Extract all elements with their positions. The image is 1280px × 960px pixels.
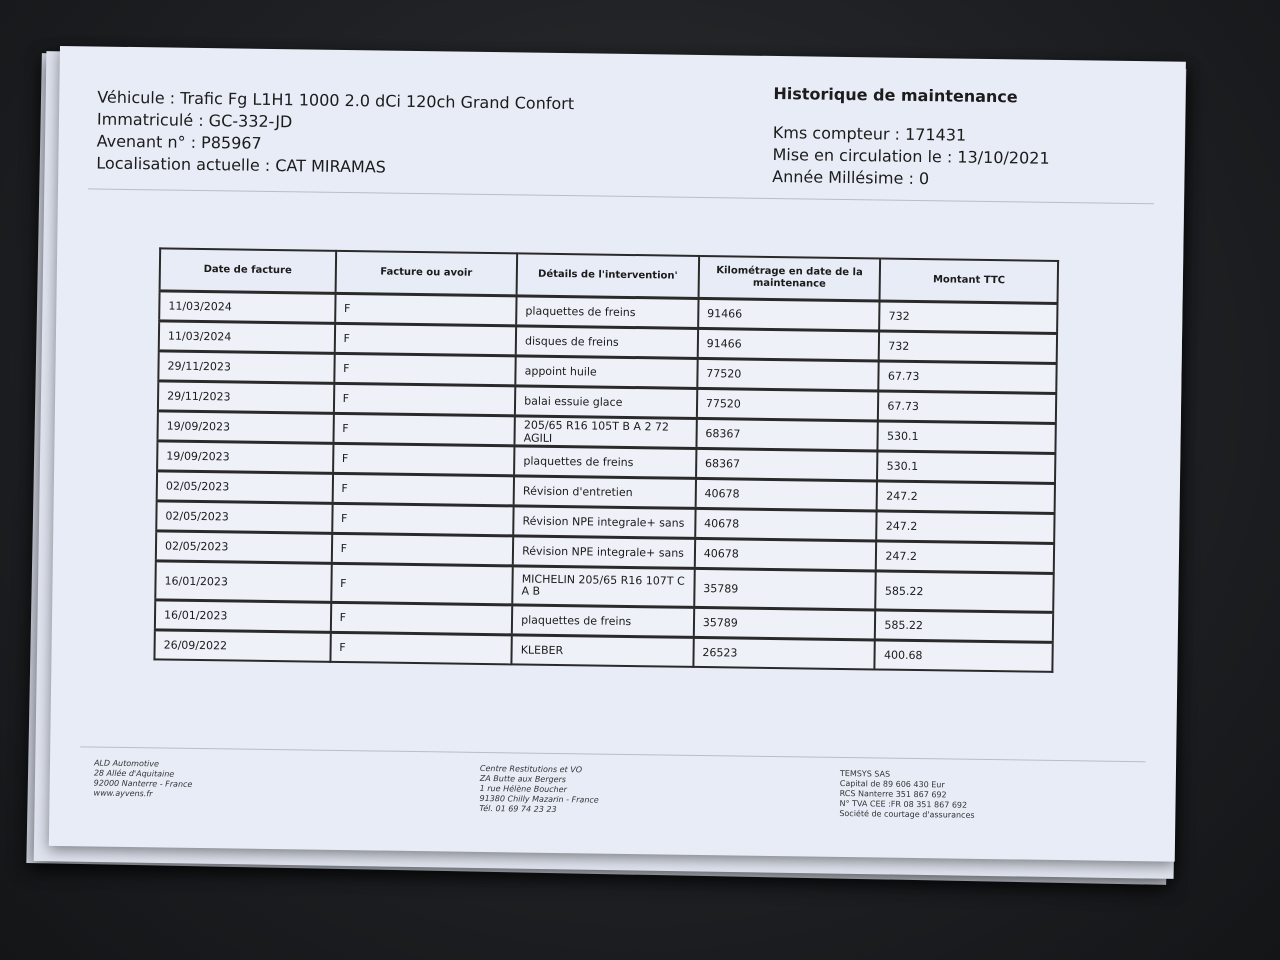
footer-line: Tél. 01 69 74 23 23 (479, 803, 557, 815)
cell-details: plaquettes de freins (516, 296, 698, 329)
vehicle-model: Véhicule : Trafic Fg L1H1 1000 2.0 dCi 120ch Grand Confort (97, 87, 575, 114)
vehicle-info (96, 87, 574, 182)
cell-mileage: 77520 (697, 388, 879, 421)
cell-type: F (331, 533, 513, 566)
cell-date: 29/11/2023 (158, 351, 334, 383)
cell-amount: 247.2 (876, 541, 1054, 573)
col-header-mileage: Kilométrage en date de la maintenance (698, 256, 880, 301)
footer-line: 1 rue Hélène Boucher (479, 783, 567, 795)
cell-mileage: 35789 (694, 568, 876, 610)
cell-mileage: 35789 (694, 607, 876, 640)
cell-date: 11/03/2024 (159, 321, 335, 353)
cell-details: MICHELIN 205/65 R16 107T C A B (512, 566, 694, 608)
footer-line: 91380 Chilly Mazarin - France (479, 793, 599, 805)
col-header-details: Détails de l'intervention' (517, 253, 699, 298)
footer-line: N° TVA CEE :FR 08 351 867 692 (839, 798, 968, 810)
footer-line: www.ayvens.fr (93, 788, 153, 799)
cell-type: F (330, 632, 512, 664)
document-title: Historique de maintenance (773, 83, 1018, 107)
cell-type: F (331, 563, 513, 605)
cell-date: 19/09/2023 (157, 441, 333, 473)
cell-mileage: 26523 (693, 637, 875, 669)
footer-line: TEMSYS SAS (839, 768, 891, 779)
odometer: Kms compteur : 171431 (772, 122, 967, 145)
cell-date: 02/05/2023 (157, 471, 333, 503)
cell-mileage: 68367 (696, 448, 878, 481)
footer-line: ZA Butte aux Bergers (479, 773, 567, 785)
cell-mileage: 40678 (695, 478, 877, 511)
footer-center (479, 764, 599, 816)
cell-amount: 67.73 (878, 391, 1056, 423)
cell-details: balai essuie glace (515, 386, 697, 419)
cell-amount: 67.73 (879, 361, 1057, 393)
cell-amount: 732 (880, 301, 1058, 333)
cell-amount: 530.1 (878, 421, 1056, 453)
cell-type: F (332, 473, 514, 506)
cell-mileage: 77520 (697, 358, 879, 391)
maintenance-table (153, 247, 1059, 673)
cell-type: F (334, 383, 516, 416)
footer-line: RCS Nanterre 351 867 692 (839, 788, 947, 800)
cell-type: F (330, 602, 512, 635)
footer-company (93, 759, 192, 800)
cell-mileage: 40678 (695, 538, 877, 571)
col-header-type: Facture ou avoir (335, 251, 517, 296)
cell-amount: 732 (879, 331, 1057, 363)
cell-type: F (334, 353, 516, 386)
cell-mileage: 91466 (698, 298, 880, 331)
cell-amount: 400.68 (875, 640, 1053, 672)
cell-date: 11/03/2024 (159, 291, 335, 323)
vehicle-meta (772, 122, 1050, 192)
cell-amount: 247.2 (877, 511, 1055, 543)
cell-type: F (332, 503, 514, 536)
cell-details: KLEBER (512, 635, 694, 667)
vehicle-location: Localisation actuelle : CAT MIRAMAS (96, 153, 387, 177)
cell-date: 29/11/2023 (158, 381, 334, 413)
footer-legal (839, 769, 975, 821)
contract-number: Avenant n° : P85967 (96, 131, 262, 153)
footer-line: 92000 Nanterre - France (93, 778, 193, 789)
cell-details: Révision NPE integrale+ sans (513, 506, 695, 539)
vehicle-plate: Immatriculé : GC-332-JD (96, 109, 293, 132)
cell-date: 16/01/2023 (155, 600, 331, 632)
footer-line: Société de courtage d'assurances (839, 808, 975, 820)
col-header-date: Date de facture (160, 248, 336, 293)
cell-details: appoint huile (515, 356, 697, 389)
cell-details: Révision NPE integrale+ sans (513, 536, 695, 569)
cell-date: 02/05/2023 (156, 531, 332, 563)
cell-type: F (333, 443, 515, 476)
footer-line: 28 Allée d'Aquitaine (93, 768, 175, 779)
footer-line: Centre Restitutions et VO (479, 763, 583, 775)
cell-amount: 247.2 (877, 481, 1055, 513)
col-header-amount: Montant TTC (880, 258, 1058, 303)
cell-type: F (335, 293, 517, 326)
cell-amount: 585.22 (875, 610, 1053, 642)
cell-details: plaquettes de freins (512, 605, 694, 638)
cell-amount: 530.1 (877, 451, 1055, 483)
model-year: Année Millésime : 0 (772, 166, 930, 189)
cell-date: 26/09/2022 (154, 630, 330, 662)
footer-line: ALD Automotive (93, 758, 159, 769)
cell-details: disques de freins (516, 326, 698, 359)
cell-type: F (334, 323, 516, 356)
cell-type: F (333, 413, 515, 446)
footer-line: Capital de 89 606 430 Eur (839, 778, 945, 790)
cell-mileage: 68367 (696, 418, 878, 451)
cell-details: Révision d'entretien (514, 476, 696, 509)
maintenance-document (49, 46, 1186, 862)
cell-amount: 585.22 (876, 571, 1054, 612)
footer-divider (80, 746, 1146, 762)
cell-mileage: 40678 (695, 508, 877, 541)
cell-mileage: 91466 (697, 328, 879, 361)
cell-details: 205/65 R16 105T B A 2 72 AGILI (515, 416, 697, 449)
cell-date: 02/05/2023 (156, 501, 332, 533)
cell-details: plaquettes de freins (514, 446, 696, 479)
registration-date: Mise en circulation le : 13/10/2021 (772, 144, 1050, 168)
cell-date: 16/01/2023 (155, 561, 331, 602)
cell-date: 19/09/2023 (157, 411, 333, 443)
